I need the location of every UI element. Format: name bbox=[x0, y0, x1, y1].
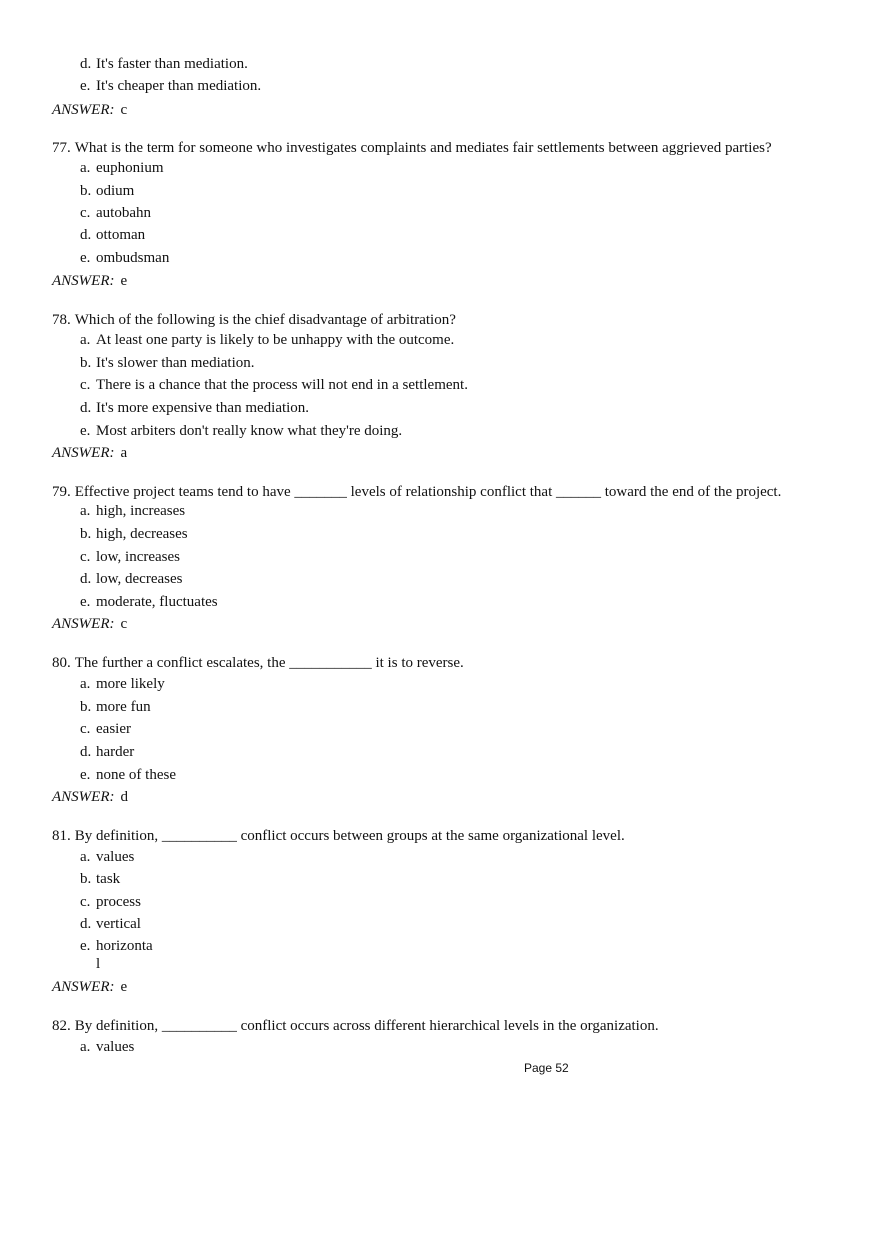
option-item bbox=[80, 399, 309, 417]
option-letter: b. bbox=[80, 526, 92, 542]
option-text: process bbox=[96, 894, 141, 910]
option-text: ottoman bbox=[96, 227, 146, 243]
option-text: It's slower than mediation. bbox=[96, 355, 255, 371]
option-letter: c. bbox=[80, 549, 91, 565]
option-letter: d. bbox=[80, 571, 92, 587]
answer-value: a bbox=[120, 445, 128, 461]
answer-label: ANSWER: bbox=[52, 445, 115, 461]
option-text: more likely bbox=[96, 676, 165, 692]
answer-label: ANSWER: bbox=[52, 979, 115, 995]
option-item bbox=[80, 675, 165, 693]
option-item bbox=[80, 848, 134, 866]
option-item bbox=[80, 593, 218, 611]
option-item bbox=[80, 548, 180, 566]
option-item bbox=[80, 159, 164, 177]
option-text: vertical bbox=[96, 916, 141, 932]
option-text: autobahn bbox=[96, 205, 151, 221]
answer-value: c bbox=[120, 616, 128, 632]
option-letter: d. bbox=[80, 916, 92, 932]
option-item bbox=[80, 354, 255, 372]
question-number: 78. bbox=[52, 312, 71, 328]
option-text: high, increases bbox=[96, 503, 186, 519]
question-stem bbox=[52, 311, 456, 329]
option-text: easier bbox=[96, 721, 131, 737]
option-text: ombudsman bbox=[96, 250, 170, 266]
question-text: Which of the following is the chief disadvantage of arbitration? bbox=[74, 312, 456, 328]
option-item bbox=[80, 870, 120, 888]
option-text: low, increases bbox=[96, 549, 180, 565]
answer-line bbox=[52, 615, 127, 633]
answer-line bbox=[52, 101, 127, 119]
option-item bbox=[80, 331, 454, 349]
option-item bbox=[80, 376, 468, 394]
option-item bbox=[80, 720, 131, 738]
option-letter: e. bbox=[80, 767, 91, 783]
option-letter: b. bbox=[80, 699, 92, 715]
option-item bbox=[80, 893, 141, 911]
question-stem bbox=[52, 483, 781, 501]
option-item bbox=[80, 698, 151, 716]
option-letter: e. bbox=[80, 594, 91, 610]
option-text: low, decreases bbox=[96, 571, 183, 587]
answer-line bbox=[52, 978, 127, 996]
answer-value: d bbox=[120, 789, 128, 805]
option-item bbox=[80, 77, 261, 95]
question-number: 80. bbox=[52, 655, 71, 671]
option-letter: e. bbox=[80, 423, 91, 439]
answer-line bbox=[52, 788, 128, 806]
question-stem bbox=[52, 139, 772, 157]
option-text: Most arbiters don't really know what they're doing. bbox=[96, 423, 403, 439]
option-letter: c. bbox=[80, 377, 91, 393]
option-text: It's more expensive than mediation. bbox=[96, 400, 310, 416]
option-item bbox=[80, 182, 134, 200]
option-item bbox=[80, 204, 151, 222]
option-letter: c. bbox=[80, 894, 91, 910]
answer-value: e bbox=[120, 273, 128, 289]
option-letter: d. bbox=[80, 744, 92, 760]
option-item bbox=[80, 1038, 134, 1056]
option-text: high, decreases bbox=[96, 526, 188, 542]
answer-line bbox=[52, 444, 127, 462]
option-item bbox=[80, 55, 248, 73]
answer-value: c bbox=[120, 102, 128, 118]
option-letter: a. bbox=[80, 332, 91, 348]
answer-line bbox=[52, 272, 127, 290]
option-letter: b. bbox=[80, 183, 92, 199]
question-number: 79. bbox=[52, 484, 71, 500]
option-item bbox=[80, 226, 145, 244]
option-letter: d. bbox=[80, 227, 92, 243]
option-text: horizonta bbox=[96, 938, 153, 954]
question-number: 82. bbox=[52, 1018, 71, 1034]
option-item bbox=[80, 570, 182, 588]
answer-label: ANSWER: bbox=[52, 273, 115, 289]
option-text: It's faster than mediation. bbox=[96, 56, 248, 72]
option-text: There is a chance that the process will not end in a settlement. bbox=[96, 377, 468, 393]
option-letter: e. bbox=[80, 250, 91, 266]
option-text: task bbox=[96, 871, 121, 887]
option-text: moderate, fluctuates bbox=[96, 594, 218, 610]
option-item bbox=[80, 915, 141, 933]
option-letter: a. bbox=[80, 160, 91, 176]
question-text: By definition, __________ conflict occurs across different hierarchical levels in the organization. bbox=[74, 1018, 659, 1034]
option-item bbox=[80, 743, 134, 761]
option-text: odium bbox=[96, 183, 135, 199]
option-letter: b. bbox=[80, 355, 92, 371]
option-item bbox=[80, 937, 153, 955]
option-item bbox=[80, 422, 402, 440]
option-text: euphonium bbox=[96, 160, 164, 176]
option-letter: a. bbox=[80, 849, 91, 865]
option-text: It's cheaper than mediation. bbox=[96, 78, 262, 94]
answer-label: ANSWER: bbox=[52, 102, 115, 118]
option-item bbox=[80, 525, 188, 543]
question-text: What is the term for someone who investigates complaints and mediates fair settlements between aggrieved parties? bbox=[74, 140, 772, 156]
option-letter: a. bbox=[80, 503, 91, 519]
question-number: 81. bbox=[52, 828, 71, 844]
page-number: Page 52 bbox=[524, 1061, 569, 1075]
question-stem bbox=[52, 654, 464, 672]
option-letter: d. bbox=[80, 56, 92, 72]
option-letter: a. bbox=[80, 1039, 91, 1055]
option-text: harder bbox=[96, 744, 135, 760]
question-number: 77. bbox=[52, 140, 71, 156]
option-letter: c. bbox=[80, 721, 91, 737]
option-letter: d. bbox=[80, 400, 92, 416]
option-letter: a. bbox=[80, 676, 91, 692]
option-text: none of these bbox=[96, 767, 176, 783]
answer-label: ANSWER: bbox=[52, 616, 115, 632]
option-text: more fun bbox=[96, 699, 151, 715]
option-text: values bbox=[96, 1039, 135, 1055]
question-stem bbox=[52, 827, 625, 845]
question-text: Effective project teams tend to have _______ levels of relationship conflict that ______ toward the end of the project. bbox=[74, 484, 782, 500]
option-text: At least one party is likely to be unhappy with the outcome. bbox=[96, 332, 455, 348]
question-text: By definition, __________ conflict occurs between groups at the same organizational level. bbox=[74, 828, 625, 844]
option-item bbox=[80, 766, 176, 784]
question-text: The further a conflict escalates, the ___________ it is to reverse. bbox=[74, 655, 464, 671]
question-stem bbox=[52, 1017, 659, 1035]
option-letter: e. bbox=[80, 938, 91, 954]
option-item bbox=[80, 502, 185, 520]
option-letter: b. bbox=[80, 871, 92, 887]
option-letter: c. bbox=[80, 205, 91, 221]
answer-value: e bbox=[120, 979, 128, 995]
option-item bbox=[80, 249, 169, 267]
option-text-continuation: l bbox=[96, 956, 101, 972]
answer-label: ANSWER: bbox=[52, 789, 115, 805]
option-letter: e. bbox=[80, 78, 91, 94]
option-text: values bbox=[96, 849, 135, 865]
